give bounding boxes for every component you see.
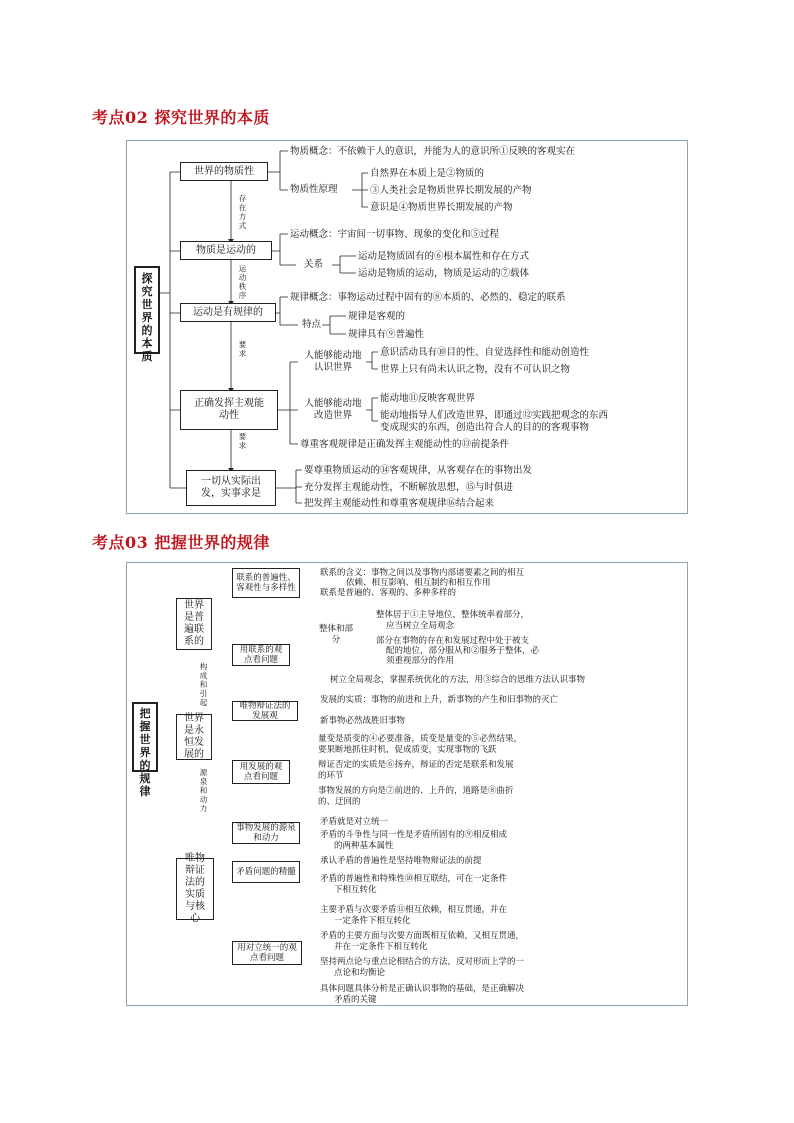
node-matter-moves: 物质是运动的	[180, 241, 272, 260]
node-contradiction-essence: 矛盾问题的精髓	[232, 861, 300, 883]
node-eternal-development: 世界是永恒发展的	[176, 714, 212, 760]
map1-root-label: 探究世界的本质	[141, 272, 153, 363]
leaf-dialectical-negation-2: 的环节	[318, 771, 344, 781]
node-development-method: 用发展的观点看问题	[232, 760, 290, 784]
leaf-two-points: 坚持两点论与重点论相结合的方法，反对形而上学的一	[320, 957, 525, 967]
leaf-universal-particular: 矛盾的普遍性和特殊性⑩相互联结，可在一定条件	[320, 874, 508, 884]
leaf-principal-aspect: 矛盾的主要方面与次要方面既相互依赖，又相互贯通，	[320, 931, 525, 941]
leaf-principal-contradiction-2: 一定条件下相互转化	[334, 916, 411, 926]
leaf-part-subordinate-2: 配的地位，部分服从和②服务于整体，必	[386, 646, 540, 656]
label-materiality-principle: 物质性原理	[290, 184, 338, 195]
node-world-materiality: 世界的物质性	[180, 162, 268, 181]
leaf-part-subordinate: 部分在事物的存在和发展过程中处于被支	[376, 636, 530, 646]
leaf-universal-particular-2: 下相互转化	[334, 885, 377, 895]
leaf-struggle-identity-2: 的两种基本属性	[334, 841, 394, 851]
leaf-matter-carrier: 运动是物质的运动，物质是运动的⑦载体	[358, 268, 530, 279]
node-connection-view: 用联系的观点看问题	[232, 644, 290, 666]
connector-label-require-2: 要求	[238, 432, 247, 450]
leaf-whole-dominant-2: 应当树立全局观念	[386, 621, 455, 631]
leaf-connection-meaning-2: 依赖、相互影响、相互制约和相互作用	[346, 578, 491, 588]
connector-label-existence: 存在方式	[238, 194, 247, 230]
leaf-keep-pace: 充分发挥主观能动性，不断解放思想，⑮与时俱进	[304, 482, 514, 493]
leaf-connection-meaning: 联系的含义：事物之间以及事物内部诸要素之间的相互	[320, 568, 525, 578]
map2-root-box	[132, 702, 158, 798]
node-source-power: 事物发展的源泉和动力	[232, 822, 300, 844]
leaf-quantity-quality-2: 要果断地抓住时机，促成质变，实现事物的飞跃	[318, 745, 497, 755]
leaf-combine: 把发挥主观能动性和尊重客观规律⑯结合起来	[304, 498, 495, 509]
node-dialectics-core: 唯物辩证法的实质与核心	[176, 858, 214, 920]
label-whole-part: 整体和部分	[318, 624, 353, 645]
node-seek-truth-from-facts: 一切从实际出发，实事求是	[186, 470, 276, 506]
leaf-development-essence: 发展的实质：事物的前进和上升，新事物的产生和旧事物的灭亡	[320, 695, 559, 705]
node-motion-lawful: 运动是有规律的	[180, 303, 276, 322]
connector-label-source: 源泉和动力	[199, 768, 208, 813]
leaf-nature-material: 自然界在本质上是②物质的	[370, 168, 485, 179]
leaf-motion-concept: 运动概念：宇宙间一切事物、现象的变化和⑤过程	[290, 229, 500, 240]
section-heading-02: 考点02 探究世界的本质	[92, 108, 270, 127]
leaf-law-universal: 规律具有⑨普遍性	[348, 329, 425, 340]
node-development-view: 唯物辩证法的发展观	[232, 701, 298, 721]
leaf-law-concept: 规律概念：事物运动过程中固有的⑧本质的、必然的、稳定的联系	[290, 292, 566, 303]
leaf-principal-aspect-2: 并在一定条件下相互转化	[334, 942, 428, 952]
section-heading-03: 考点03 把握世界的规律	[92, 533, 270, 552]
leaf-consciousness: 意识是④物质世界长期发展的产物	[370, 202, 513, 213]
connector-label-constitute: 构成和引起	[199, 662, 208, 707]
leaf-development-direction-2: 的、迂回的	[318, 797, 361, 807]
connector-label-order: 运动秩序	[238, 264, 247, 300]
leaf-dialectical-negation: 辩证否定的实质是⑥扬弃，辩证的否定是联系和发展	[318, 760, 514, 770]
leaf-concrete-analysis-2: 矛盾的关键	[334, 995, 377, 1005]
leaf-struggle-identity: 矛盾的斗争性与同一性是矛盾所固有的⑨相反相成	[320, 830, 508, 840]
leaf-system-optimization: 树立全局观念，掌握系统优化的方法，用③综合的思维方法认识事物	[330, 675, 586, 685]
map2-root-label: 把握世界的规律	[139, 707, 151, 798]
leaf-contradiction-unity: 矛盾就是对立统一	[320, 817, 389, 827]
label-relation: 关系	[304, 259, 324, 270]
leaf-concrete-analysis: 具体问题具体分析是正确认识事物的基础，是正确解决	[320, 984, 525, 994]
leaf-universality-premise: 承认矛盾的普遍性是坚持唯物辩证法的前提	[320, 856, 482, 866]
node-universal-connection: 世界是普遍联系的	[176, 598, 212, 650]
node-subjective-initiative: 正确发挥主观能动性	[180, 390, 278, 430]
leaf-guide-practice: 能动地指导人们改造世界，即通过⑫实践把观念的东西	[380, 410, 609, 421]
label-transform-world: 人能够能动地改造世界	[304, 398, 362, 421]
connector-label-require-1: 要求	[238, 340, 247, 358]
leaf-new-defeats-old: 新事物必然战胜旧事物	[320, 716, 406, 726]
leaf-principal-contradiction: 主要矛盾与次要矛盾⑪相互依赖，相互贯通，并在	[320, 905, 508, 915]
leaf-quantity-quality: 量变是质变的④必要准备，质变是量变的⑤必然结果，	[318, 734, 523, 744]
leaf-respect-law: 要尊重物质运动的⑭客观规律，从客观存在的事物出发	[304, 465, 533, 476]
leaf-premise: 尊重客观规律是正确发挥主观能动性的⑬前提条件	[300, 439, 510, 450]
map1-root-box	[134, 266, 160, 363]
leaf-whole-dominant: 整体居于①主导地位，整体统率着部分，	[376, 610, 530, 620]
label-know-world: 人能够能动地认识世界	[304, 350, 362, 373]
leaf-connection-universal: 联系是普遍的、客观的、多种多样的	[320, 588, 457, 598]
leaf-reflect-world: 能动地⑪反映客观世界	[380, 393, 476, 404]
leaf-purposeful: 意识活动具有⑩目的性、自觉选择性和能动创造性	[380, 347, 590, 358]
label-features: 特点	[302, 319, 322, 330]
leaf-knowable: 世界上只有尚未认识之物，没有不可认识之物	[380, 364, 571, 375]
leaf-human-society: ③人类社会是物质世界长期发展的产物	[370, 185, 532, 196]
leaf-guide-practice-2: 变成现实的东西，创造出符合人的目的的客观事物	[380, 422, 590, 433]
leaf-law-objective: 规律是客观的	[348, 311, 406, 322]
leaf-development-direction: 事物发展的方向是⑦前进的、上升的，道路是⑧曲折	[318, 786, 514, 796]
leaf-motion-attribute: 运动是物质固有的⑥根本属性和存在方式	[358, 251, 530, 262]
leaf-two-points-2: 点论和均衡论	[334, 968, 386, 978]
node-connection-properties: 联系的普遍性、客观性与多样性	[232, 568, 300, 598]
leaf-matter-concept: 物质概念：不依赖于人的意识，并能为人的意识所①反映的客观实在	[290, 146, 576, 157]
leaf-part-subordinate-3: 须重视部分的作用	[386, 656, 455, 666]
node-unity-of-opposites: 用对立统一的观点看问题	[232, 941, 302, 965]
